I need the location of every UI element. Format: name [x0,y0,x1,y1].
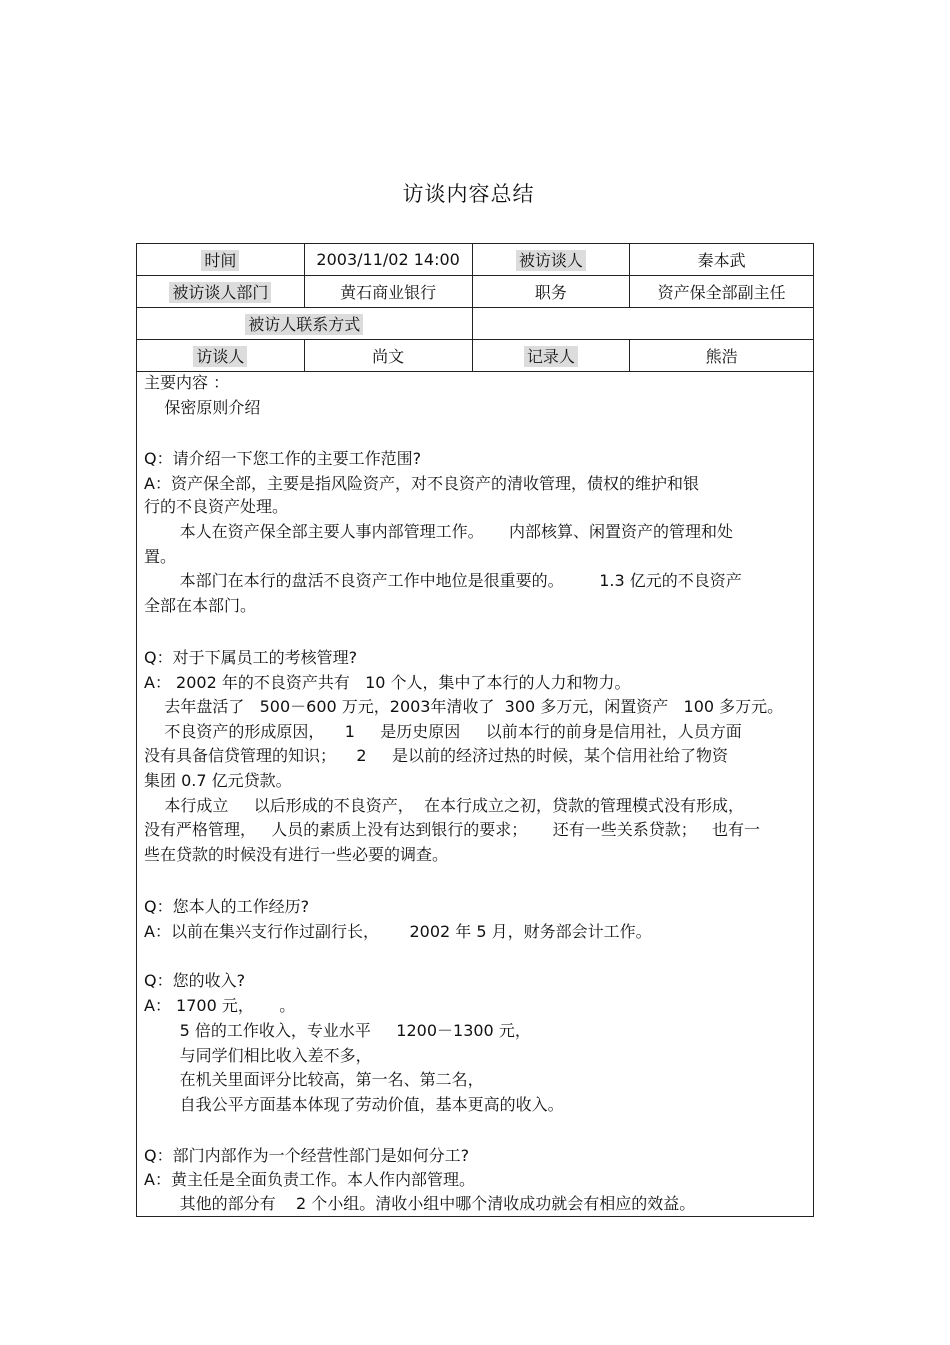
interview-content [136,370,814,1217]
content-line: 其他的部分有 2 个小组。清收小组中哪个清收成功就会有相应的效益。 [144,1194,696,1213]
recorder-value: 熊浩 [630,340,814,372]
content-line: 5 倍的工作收入，专业水平 1200－1300 元， [144,1021,531,1040]
content-line: 本部门在本行的盘活不良资产工作中地位是很重要的。 1.3 亿元的不良资产 [144,571,742,590]
question-line: Q：请介绍一下您工作的主要工作范围? [144,449,422,468]
contact-label: 被访人联系方式 [245,314,363,335]
info-row-interviewer [137,340,814,372]
content-line: 全部在本部门。 [144,596,257,615]
dept-label: 被访谈人部门 [169,282,271,303]
answer-line: A： 2002 年的不良资产共有 10 个人，集中了本行的人力和物力。 [144,673,631,692]
contact-value [472,308,813,340]
question-line: Q：您的收入? [144,971,246,990]
answer-line: A：以前在集兴支行作过副行长， 2002 年 5 月，财务部会计工作。 [144,922,652,941]
content-line: 没有具备信贷管理的知识； 2 是以前的经济过热的时候，某个信用社给了物资 [144,746,728,765]
content-line: 不良资产的形成原因， 1 是历史原因 以前本行的前身是信用社，人员方面 [144,722,742,741]
info-row-time [137,244,814,276]
content-line: 与同学们相比收入差不多， [144,1046,372,1065]
question-line: Q：您本人的工作经历? [144,897,310,916]
content-line: 自我公平方面基本体现了劳动价值，基本更高的收入。 [144,1095,564,1114]
content-heading: 主要内容 ： [144,373,230,392]
content-line: 在机关里面评分比较高，第一名、第二名， [144,1070,484,1089]
interviewee-label: 被访谈人 [516,250,586,271]
answer-line: A： 1700 元， 。 [144,996,296,1015]
info-row-contact [137,308,814,340]
content-line: 保密原则介绍 [144,398,261,417]
position-value: 资产保全部副主任 [630,276,814,308]
answer-line: A：黄主任是全面负责工作。本人作内部管理。 [144,1170,475,1189]
interviewer-value: 尚文 [304,340,472,372]
content-line: 行的不良资产处理。 [144,497,289,516]
content-line: 本人在资产保全部主要人事内部管理工作。 内部核算、闲置资产的管理和处 [144,522,734,541]
content-line: 本行成立 以后形成的不良资产， 在本行成立之初，贷款的管理模式没有形成， [144,796,744,815]
info-table [136,243,814,372]
recorder-label: 记录人 [524,346,578,367]
content-line: 去年盘活了 500－600 万元，2003年清收了 300 多万元，闲置资产 100 多万元。 [144,697,784,716]
info-row-department [137,276,814,308]
interviewee-value: 秦本武 [630,244,814,276]
interviewer-label: 访谈人 [193,346,247,367]
position-label: 职务 [472,276,630,308]
content-line: 集团 0.7 亿元贷款。 [144,771,292,790]
dept-value: 黄石商业银行 [304,276,472,308]
time-label: 时间 [201,250,239,271]
time-value: 2003/11/02 14:00 [304,244,472,276]
content-line: 没有严格管理， 人员的素质上没有达到银行的要求； 还有一些关系贷款； 也有一 [144,820,760,839]
question-line: Q：部门内部作为一个经营性部门是如何分工? [144,1146,470,1165]
content-line: 置。 [144,547,177,566]
content-line: 些在贷款的时候没有进行一些必要的调查。 [144,845,449,864]
answer-line: A：资产保全部，主要是指风险资产，对不良资产的清收管理，债权的维护和银 [144,474,699,493]
page-title: 访谈内容总结 [402,182,535,206]
question-line: Q：对于下属员工的考核管理? [144,648,358,667]
